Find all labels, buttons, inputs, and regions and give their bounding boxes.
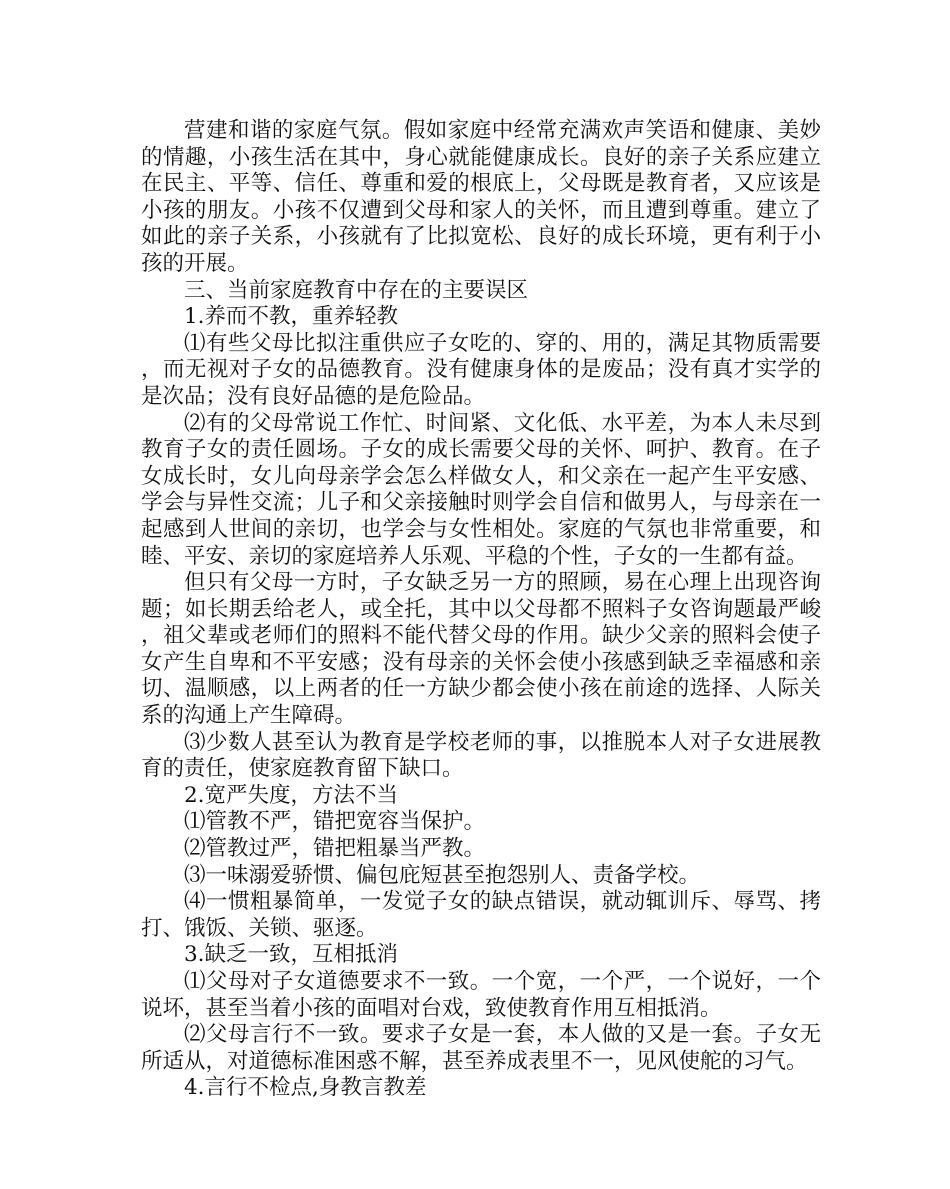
document-page xyxy=(141,118,821,1102)
section-heading-misconceptions: 三、当前家庭教育中存在的主要误区 xyxy=(184,277,529,303)
paragraph-3-1: ⑴父母对子女道德要求不一致。一个宽，一个严，一个说好，一个说坏，甚至当着小孩的面唱对台戏，致使教育作用互相抵消。 xyxy=(141,969,821,1021)
subheading-3: 3.缺乏一致，互相抵消 xyxy=(184,942,399,968)
paragraph-harmonious-family: 营建和谐的家庭气氛。假如家庭中经常充满欢声笑语和健康、美妙的情趣，小孩生活在其中，身心就能健康成长。良好的亲子关系应建立在民主、平等、信任、尊重和爱的根底上，父母既是教育者，又应该是小孩的朋友。小孩不仅遭到父母和家人的关怀，而且遭到尊重。建立了如此的亲子关系，小孩就有了比拟宽松、良好的成长环境，更有利于小孩的开展。 xyxy=(141,118,821,276)
paragraph-3-2: ⑵父母言行不一致。要求子女是一套，本人做的又是一套。子女无所适从，对道德标准困惑不解，甚至养成表里不一，见风使舵的习气。 xyxy=(141,1022,821,1074)
subheading-2: 2.宽严失度，方法不当 xyxy=(184,782,399,808)
paragraph-2-3: ⑶一味溺爱骄惯、偏包庇短甚至抱怨别人、责备学校。 xyxy=(184,862,701,888)
paragraph-2-2: ⑵管教过严，错把粗暴当严教。 xyxy=(184,836,486,862)
subheading-4: 4.言行不检点,身教言教差 xyxy=(184,1075,427,1101)
paragraph-1-1: ⑴有些父母比拟注重供应子女吃的、穿的、用的，满足其物质需要，而无视对子女的品德教育。没有健康身体的是废品；没有真才实学的是次品；没有良好品德的是危险品。 xyxy=(141,330,821,409)
subheading-1: 1.养而不教，重养轻教 xyxy=(184,304,399,330)
paragraph-2-4: ⑷一惯粗暴简单，一发觉子女的缺点错误，就动辄训斥、辱骂、拷打、饿饭、关锁、驱逐。 xyxy=(141,889,821,941)
paragraph-1-2: ⑵有的父母常说工作忙、时间紧、文化低、水平差，为本人未尽到教育子女的责任圆场。子女的成长需要父母的关怀、呵护、教育。在子女成长时，女儿向母亲学会怎么样做女人，和父亲在一起产生平安感、学会与异性交流；儿子和父亲接触时则学会自信和做男人，与母亲在一起感到人世间的亲切，也学会与女性相处。家庭的气氛也非常重要，和睦、平安、亲切的家庭培养人乐观、平稳的个性，子女的一生都有益。 xyxy=(141,410,821,569)
paragraph-1-3: ⑶少数人甚至认为教育是学校老师的事，以推脱本人对子女进展教育的责任，使家庭教育留下缺口。 xyxy=(141,729,821,782)
paragraph-2-1: ⑴管教不严，错把宽容当保护。 xyxy=(184,809,486,835)
paragraph-single-parent: 但只有父母一方时，子女缺乏另一方的照顾，易在心理上出现咨询题；如长期丢给老人，或全托，其中以父母都不照料子女咨询题最严峻，祖父辈或老师们的照料不能代替父母的作用。缺少父亲的照料会使子女产生自卑和不平安感；没有母亲的关怀会使小孩感到缺乏幸福感和亲切、温顺感，以上两者的任一方缺少都会使小孩在前途的选择、人际关系的沟通上产生障碍。 xyxy=(141,570,821,729)
